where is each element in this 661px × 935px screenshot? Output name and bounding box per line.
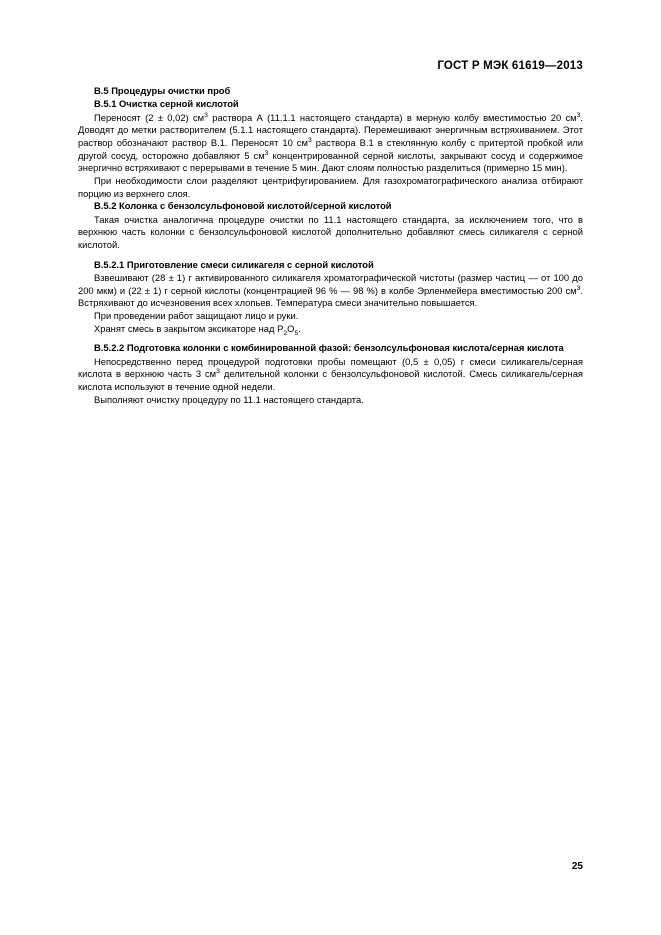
page-content bbox=[78, 85, 583, 406]
heading-b5-1: В.5.1 Очистка серной кислотой bbox=[94, 98, 239, 110]
paragraph-b5-2-2-2: Выполняют очистку процедуру по 11.1 настоящего стандарта. bbox=[94, 393, 364, 405]
heading-b5: В.5 Процедуры очистки проб bbox=[94, 85, 231, 96]
heading-b5-2: В.5.2 Колонка с бензолсульфоновой кислотой/серной кислотой bbox=[94, 200, 392, 212]
paragraph-b5-1-2: При необходимости слои разделяют центрифугированием. Для газохроматографического анализа отбирают порцию из верхнего слоя. bbox=[78, 175, 583, 199]
paragraph-b5-2-1: Такая очистка аналогична процедуре очистки по 11.1 настоящего стандарта, за исключением того, что в верхнюю часть колонки с бензолсульфоновой кислотой дополнительно добавляют смесь силикагеля с серной кислотой. bbox=[78, 213, 583, 250]
page-header: ГОСТ Р МЭК 61619—2013 bbox=[437, 60, 583, 72]
paragraph-b5-2-2-1: Непосредственно перед процедурой подготовки пробы помещают (0,5 ± 0,05) г смеси силикагель/серная кислота в верхнюю часть 3 $см^3$ делительной колонки с бензолсульфоновой кислотой. Смесь силикагель/серная кислота используют в течение одной недели. bbox=[78, 355, 583, 392]
heading-b5-2-2: В.5.2.2 Подготовка колонки с комбинированной фазой: бензолсульфоновая кислота/серная кислота bbox=[94, 342, 564, 354]
paragraph-b5-1-1: Переносят (2 ± 0,02) $см^3$ раствора А (11.1.1 настоящего стандарта) в мерную колбу вместимостью 20 $см^3$. Доводят до метки растворителем (5.1.1 настоящего стандарта). Перемешивают энергичным встряхиванием. Этот раствор обозначают раствор В.1. Переносят 10 $см^3$ раствора В.1 в стеклянную колбу с притертой пробкой или другой сосуд, осторожно добавляют 5 $см^3$ концентрированной серной кислоты, закрывают сосуд и содержимое энергично встряхивают с перерывами в течение 5 мин. Дают слоям полностью разделиться (примерно 15 мин). bbox=[78, 111, 584, 174]
page-number: 25 bbox=[571, 861, 583, 872]
paragraph-b5-2-1-1: Взвешивают (28 ± 1) г активированного силикагеля хроматографической чистоты (размер частиц — от 100 до 200 мкм) и (22 ± 1) г серной кислоты (концентрацией 96 % — 98 %) в колбе Эрленмейера вместимостью 200 $см^3$. Встряхивают до исчезновения всех хлопьев. Температура смеси значительно повышается. bbox=[78, 272, 583, 309]
paragraph-b5-2-1-3: Хранят смесь в закрытом эксикаторе над $P_2O_5$. bbox=[94, 322, 301, 337]
paragraph-b5-2-1-2: При проведении работ защищают лицо и руки. bbox=[94, 309, 299, 321]
heading-b5-2-1: В.5.2.1 Приготовление смеси силикагеля с серной кислотой bbox=[94, 258, 374, 270]
